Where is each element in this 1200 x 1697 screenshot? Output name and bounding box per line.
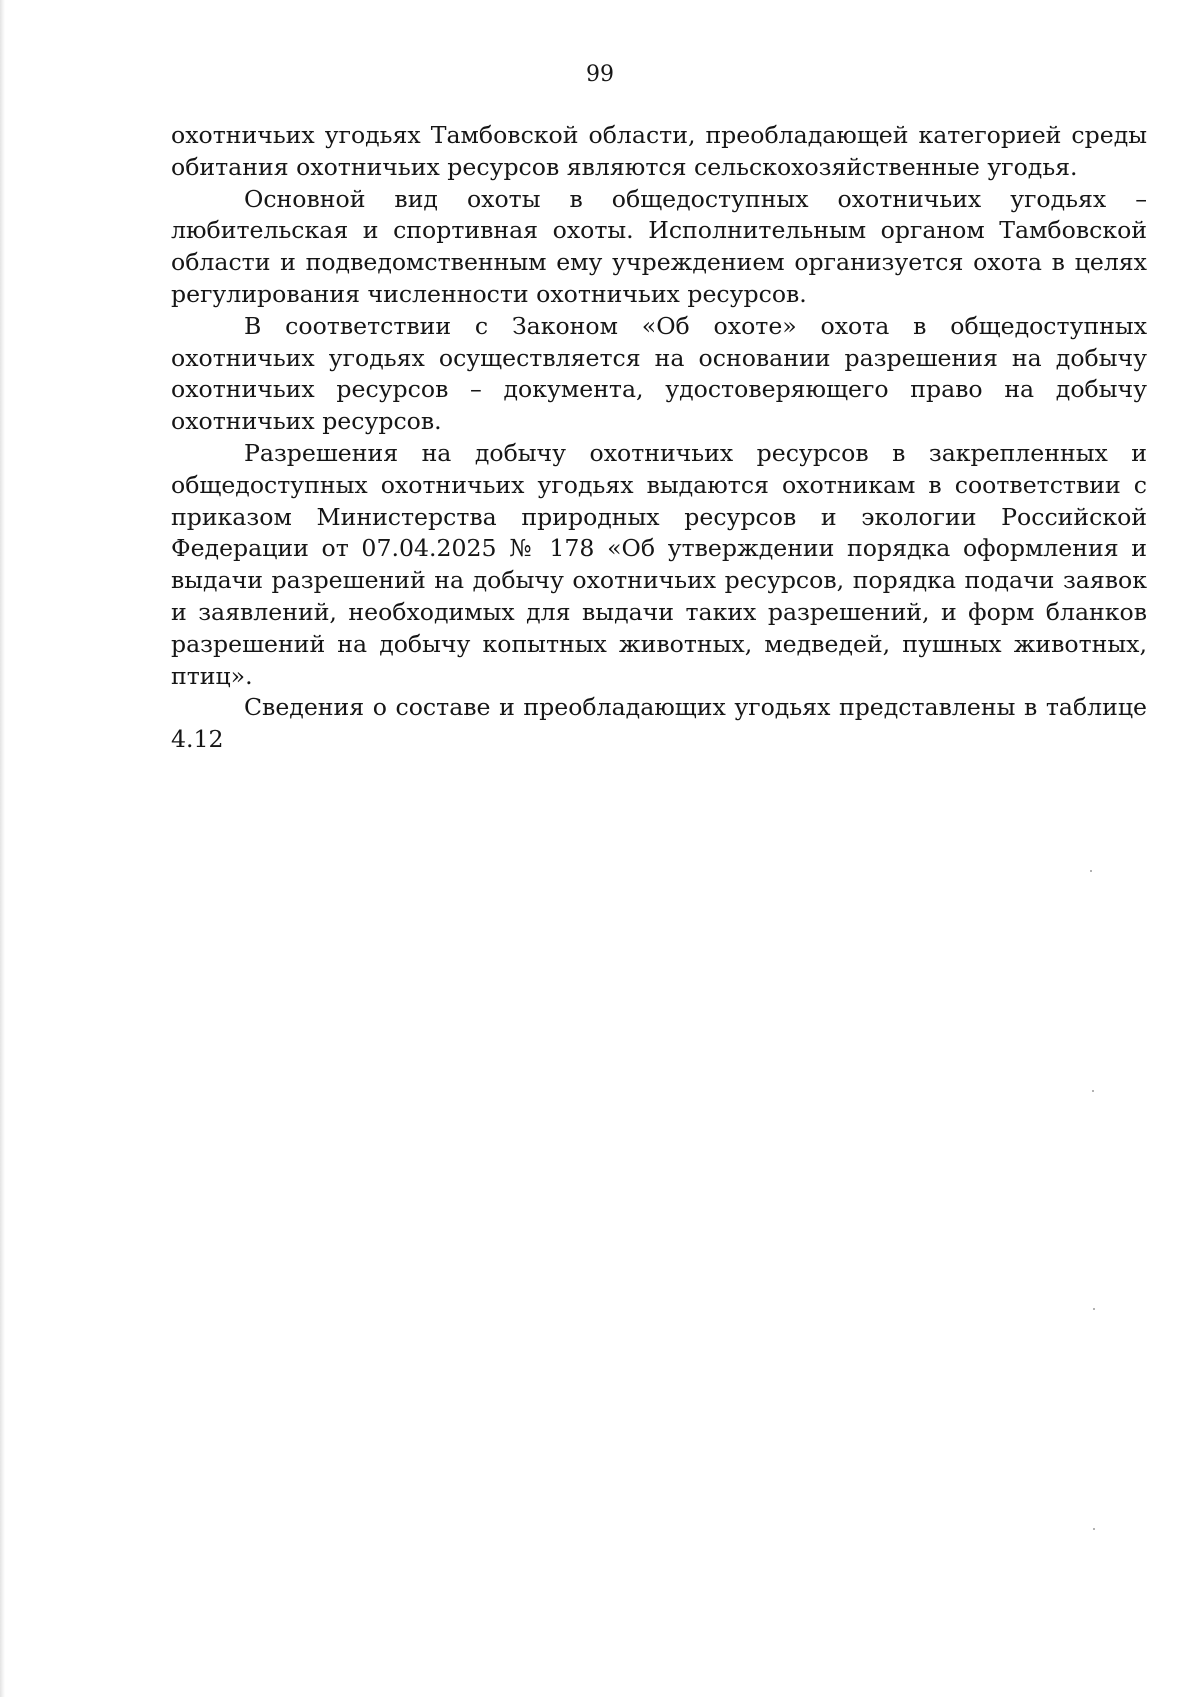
page-number: 99 — [586, 62, 614, 87]
scan-speck — [1093, 1308, 1095, 1310]
scan-speck — [1092, 1090, 1094, 1092]
scan-edge — [0, 0, 5, 1697]
paragraph-hunting-law: В соответствии с Законом «Об охоте» охота в общедоступных охотничьих угодьях осуществляется на основании разрешения на добычу охотничьих ресурсов – документа, удостоверяющего право на добычу охотничьих ресурсов. — [171, 311, 1147, 436]
body-text — [171, 120, 1147, 756]
paragraph-continuation: охотничьих угодьях Тамбовской области, преобладающей категорией среды обитания охотничьих ресурсов являются сельскохозяйственные угодья. — [171, 121, 1147, 181]
paragraph-table-reference: Сведения о составе и преобладающих угодьях представлены в таблице 4.12 — [171, 693, 1147, 754]
scan-speck — [1090, 870, 1092, 872]
paragraph-permits: Разрешения на добычу охотничьих ресурсов в закрепленных и общедоступных охотничьих угодьях выдаются охотникам в соответствии с приказом Министерства природных ресурсов и экологии Российской Федерации от 07.04.2025 № 178 «Об утверждении порядка оформления и выдачи разрешений на добычу охотничьих ресурсов, порядка подачи заявок и заявлений, необходимых для выдачи таких разрешений, и форм бланков разрешений на добычу копытных животных, медведей, пушных животных, птиц». — [171, 438, 1147, 690]
paragraph-hunting-type: Основной вид охоты в общедоступных охотничьих угодьях – любительская и спортивная охоты. Исполнительным органом Тамбовской области и подведомственным ему учреждением организуется охота в целях регулирования численности охотничьих ресурсов. — [171, 184, 1147, 308]
scan-speck — [1093, 1528, 1095, 1530]
